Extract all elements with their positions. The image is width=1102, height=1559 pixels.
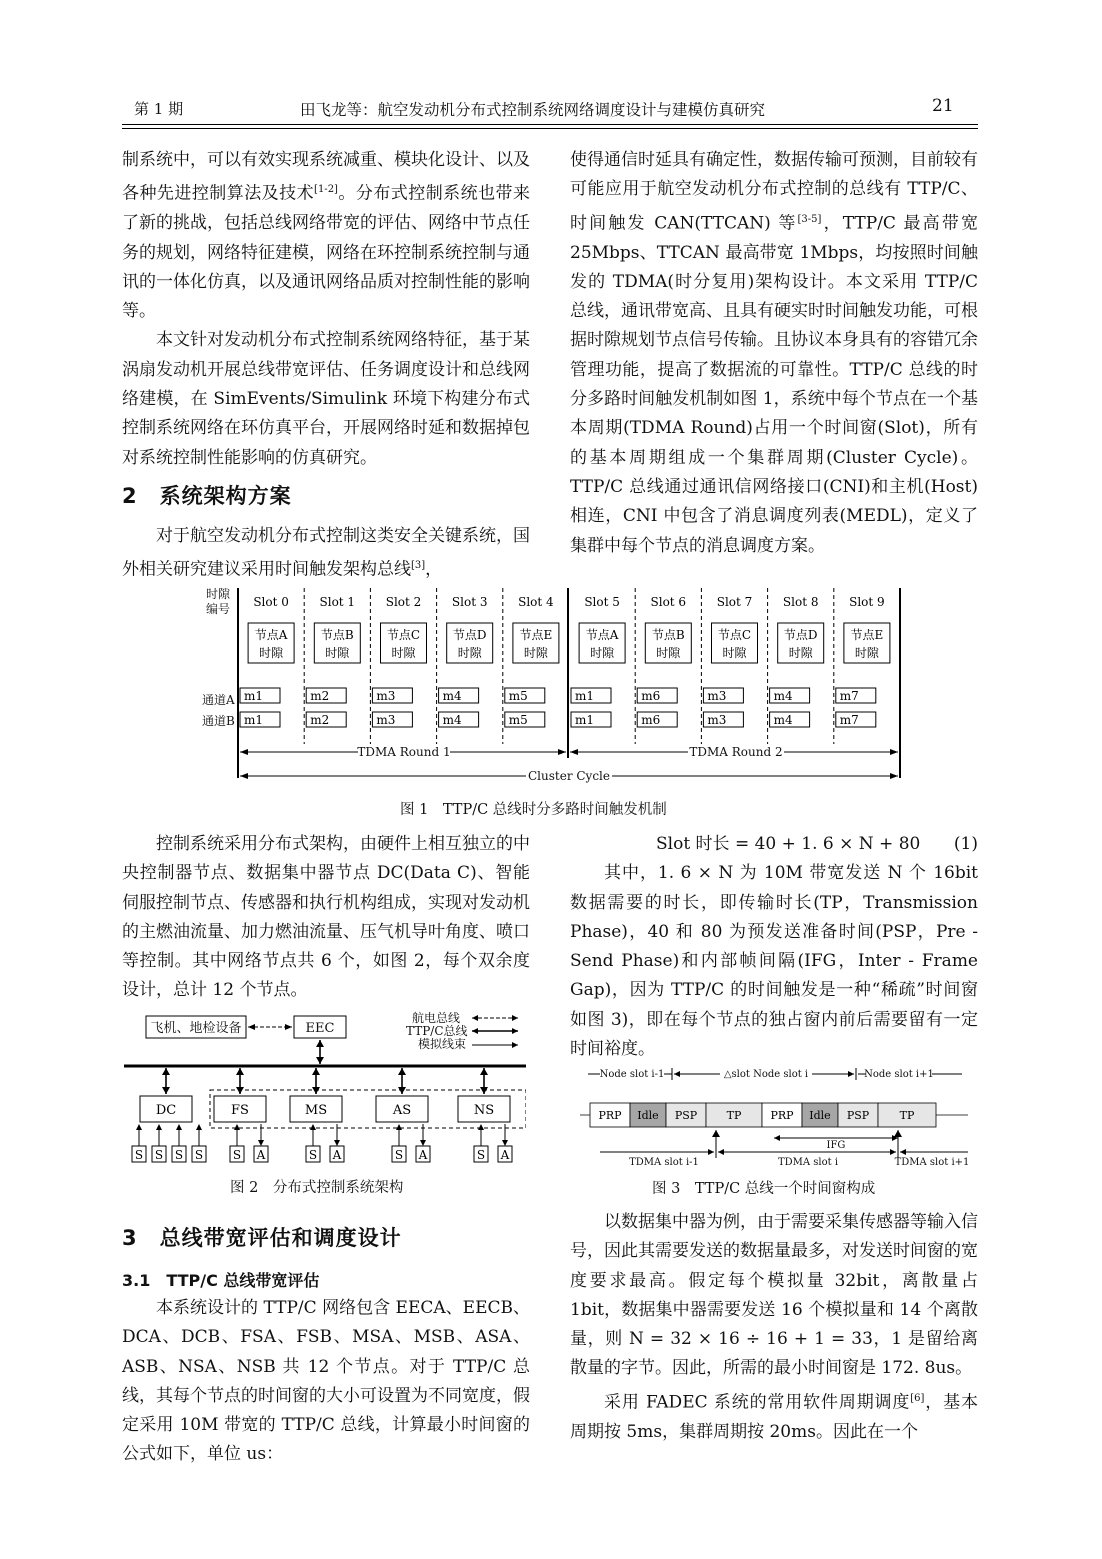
actuator-label: A bbox=[256, 1148, 266, 1162]
figure-2-architecture-diagram bbox=[124, 1008, 526, 1168]
node-name: 节点A bbox=[585, 628, 619, 642]
actuator-arrow bbox=[334, 1140, 340, 1146]
node-name: 节点B bbox=[651, 628, 685, 642]
formula-number: (1) bbox=[953, 834, 978, 854]
message-label: m6 bbox=[641, 689, 661, 703]
node-slot-text: 时隙 bbox=[656, 646, 681, 660]
figure-1-tdma-diagram bbox=[190, 586, 910, 786]
actuator-arrow bbox=[258, 1140, 264, 1146]
slot-phase-label: PRP bbox=[770, 1109, 794, 1122]
node-label: NS bbox=[473, 1103, 495, 1118]
paragraph: 控制系统采用分布式架构，由硬件上相互独立的中央控制器节点、数据集中器节点 DC(Data C)、智能伺服控制节点、传感器和执行机构组成，实现对发动机的主燃油流量、加力燃油流量、压气机导叶角度、喷口等控制。其中网络节点共 6 个，如图 2，每个双余度设计，总计 12 个节点。 bbox=[122, 834, 530, 1001]
sensor-label: S bbox=[194, 1148, 204, 1162]
slot-label: Slot 0 bbox=[253, 595, 289, 609]
citation: [3] bbox=[411, 560, 426, 572]
prev-slot-label: Node slot i-1 bbox=[599, 1069, 665, 1080]
paragraph: 制系统中，可以有效实现系统减重、模块化设计、以及各种先进控制算法及技术[1-2]。分布式控制系统也带来了新的挑战，包括总线网络带宽的评估、网络中节点任务的规划，网络特征建模，网络在环控制系统控制与通讯的一体化仿真，以及通讯网络品质对控制性能的影响等。 bbox=[122, 150, 530, 322]
paragraph: 其中，1. 6 × N 为 10M 带宽发送 N 个 16bit 数据需要的时长，即传输时长(TP，Transmission Phase)，40 和 80 为预发送准备时间(PSP，Pre - Send Phase)和内部帧间隔(IFG，Inter - Frame Gap)，因为 TTP/C 的时间触发是一种“稀疏”时间窗如图 3)，即在每个节点的独占窗内前后需要留有一定时间裕度。 bbox=[570, 863, 978, 1060]
node-name: 节点D bbox=[452, 628, 487, 642]
figure-2-nodes bbox=[132, 1068, 512, 1162]
page-number: 21 bbox=[932, 96, 954, 116]
ifg-label: IFG bbox=[826, 1140, 846, 1151]
slot-label: Slot 9 bbox=[849, 595, 885, 609]
slot-label: Slot 4 bbox=[518, 595, 554, 609]
running-title: 田飞龙等：航空发动机分布式控制系统网络调度设计与建模仿真研究 bbox=[300, 101, 766, 119]
ground-equipment-label: 飞机、地检设备 bbox=[150, 1021, 242, 1036]
message-label: m1 bbox=[244, 689, 264, 703]
slot-phase-label: PSP bbox=[846, 1109, 870, 1122]
left-column-bottom bbox=[122, 1294, 530, 1470]
header-rule-thin bbox=[122, 128, 978, 129]
cluster-cycle-label: Cluster Cycle bbox=[527, 769, 611, 783]
node-name: 节点C bbox=[717, 628, 752, 642]
next-slot-label: Node slot i+1 bbox=[864, 1069, 934, 1080]
figure-3-slot-diagram bbox=[580, 1064, 974, 1170]
tdma-slot-prev-label: TDMA slot i-1 bbox=[629, 1157, 699, 1168]
actuator-label: A bbox=[500, 1148, 510, 1162]
issue-number: 第 1 期 bbox=[134, 100, 184, 118]
left-column-top bbox=[122, 146, 530, 473]
paragraph: 本文针对发动机分布式控制系统网络特征，基于某涡扇发动机开展总线带宽评估、任务调度设计和总线网络建模，在 SimEvents/Simulink 环境下构建分布式控制系统网络在环仿真平台，开展网络时延和数据掉包对系统控制性能影响的仿真研究。 bbox=[122, 330, 530, 468]
sensor-arrow bbox=[136, 1124, 142, 1130]
message-label: m3 bbox=[376, 713, 396, 727]
legend-analog: 模拟线束 bbox=[418, 1037, 467, 1051]
channel-b-label: 通道B bbox=[202, 714, 235, 728]
paragraph: 以数据集中器为例，由于需要采集传感器等输入信号，因此其需要发送的数据量最多，对发送时间窗的宽度要求最高。假定每个模拟量 32bit，离散量占 1bit，数据集中器需要发送 16 个模拟量和 14 个离散量，则 N = 32 × 16 ÷ 16 + 1 = 33，1 是留给离散量的字节。因此，所需的最小时间窗是 172. 8us。 bbox=[570, 1212, 978, 1379]
sensor-label: S bbox=[174, 1148, 184, 1162]
citation: [3-5] bbox=[797, 213, 822, 225]
node-slot-text: 时隙 bbox=[590, 646, 615, 660]
node-label: MS bbox=[304, 1103, 328, 1118]
round2-label: TDMA Round 2 bbox=[689, 745, 783, 759]
actuator-label: A bbox=[332, 1148, 342, 1162]
channel-a-label: 通道A bbox=[202, 693, 235, 707]
sensor-arrow bbox=[196, 1124, 202, 1130]
message-label: m2 bbox=[310, 713, 330, 727]
slot-label: Slot 2 bbox=[385, 595, 422, 609]
left-column-mid bbox=[122, 830, 530, 1006]
message-label: m7 bbox=[839, 713, 859, 727]
message-label: m7 bbox=[839, 689, 859, 703]
slot-phase-label: Idle bbox=[809, 1109, 831, 1122]
slot-phase-label: Idle bbox=[637, 1109, 659, 1122]
node-slot-text: 时隙 bbox=[457, 646, 482, 660]
slot-label: Slot 1 bbox=[319, 595, 356, 609]
sensor-arrow bbox=[396, 1124, 402, 1130]
node-label: AS bbox=[392, 1103, 412, 1118]
right-column-mid bbox=[570, 830, 978, 1064]
slot-phase-label: PRP bbox=[598, 1109, 622, 1122]
sensor-label: S bbox=[394, 1148, 404, 1162]
actuator-arrow bbox=[502, 1140, 508, 1146]
slot-label: Slot 8 bbox=[782, 595, 819, 609]
paragraph: 使得通信时延具有确定性，数据传输可预测，目前较有可能应用于航空发动机分布式控制的总线有 TTP/C、时间触发 CAN(TTCAN) 等[3-5]，TTP/C 最高带宽 25Mbps、TTCAN 最高带宽 1Mbps，均按照时间触发的 TDMA(时分复用)架构设计。本文采用 TTP/C 总线，通讯带宽高、且具有硬实时时间触发功能，可根据时隙规划节点信号传输。且协议本身具有的容错冗余管理功能，提高了数据流的可靠性。TTP/C 总线的时分多路时间触发机制如图 1，系统中每个节点在一个基本周期(TDMA Round)占用一个时间窗(Slot)，所有的基本周期组成一个集群周期(Cluster Cycle)。TTP/C 总线通过通讯信网络接口(CNI)和主机(Host)相连，CNI 中包含了消息调度列表(MEDL)，定义了集群中每个节点的消息调度方案。 bbox=[570, 150, 978, 556]
slot-label: Slot 3 bbox=[451, 595, 488, 609]
slot-label: Slot 7 bbox=[716, 595, 753, 609]
sensor-arrow bbox=[234, 1124, 240, 1130]
node-label: FS bbox=[231, 1103, 249, 1118]
node-slot-text: 时隙 bbox=[722, 646, 747, 660]
left-column-sec2 bbox=[122, 522, 530, 585]
slot-phase-label: PSP bbox=[674, 1109, 698, 1122]
message-label: m1 bbox=[575, 713, 595, 727]
message-label: m1 bbox=[244, 713, 264, 727]
slot-phase-label: TP bbox=[899, 1109, 915, 1122]
sensor-label: S bbox=[154, 1148, 164, 1162]
eec-label: EEC bbox=[305, 1021, 335, 1036]
message-label: m5 bbox=[508, 689, 528, 703]
figure-3-caption: 图 3 TTP/C 总线一个时间窗构成 bbox=[652, 1181, 876, 1197]
paragraph: 本系统设计的 TTP/C 网络包含 EECA、EECB、DCA、DCB、FSA、FSB、MSA、MSB、ASA、ASB、NSA、NSB 共 12 个节点。对于 TTP/C 总线，其每个节点的时间窗的大小可设置为不同宽度，假定采用 10M 带宽的 TTP/C 总线，计算最小时间窗的公式如下，单位 us： bbox=[122, 1298, 530, 1465]
node-name: 节点E bbox=[850, 628, 884, 642]
section-heading-2: 2 系统架构方案 bbox=[122, 484, 292, 508]
sensor-label: S bbox=[232, 1148, 242, 1162]
slot-label: Slot 6 bbox=[650, 595, 687, 609]
node-slot-text: 时隙 bbox=[259, 646, 284, 660]
header-rule bbox=[122, 124, 978, 125]
node-name: 节点E bbox=[519, 628, 553, 642]
subsection-heading-3-1: 3.1 TTP/C 总线带宽评估 bbox=[122, 1271, 320, 1290]
sensor-arrow bbox=[156, 1124, 162, 1130]
message-label: m3 bbox=[707, 713, 727, 727]
node-label: DC bbox=[155, 1103, 177, 1118]
paragraph: 采用 FADEC 系统的常用软件周期调度[6]，基本周期按 5ms，集群周期按 20ms。因此在一个 bbox=[570, 1392, 979, 1442]
message-label: m3 bbox=[376, 689, 396, 703]
sensor-label: S bbox=[134, 1148, 144, 1162]
paragraph: 对于航空发动机分布式控制这类安全关键系统，国外相关研究建议采用时间触发架构总线[3]， bbox=[122, 526, 530, 580]
slot-label-2: 编号 bbox=[206, 602, 231, 616]
actuator-label: A bbox=[418, 1148, 428, 1162]
citation: [6] bbox=[910, 1392, 925, 1404]
slot-label-1: 时隙 bbox=[206, 587, 231, 601]
message-label: m4 bbox=[442, 689, 462, 703]
node-slot-text: 时隙 bbox=[788, 646, 813, 660]
tdma-slot-cur-label: TDMA slot i bbox=[777, 1157, 839, 1168]
node-slot-text: 时隙 bbox=[391, 646, 416, 660]
citation: [1-2] bbox=[314, 184, 338, 196]
sensor-arrow bbox=[176, 1124, 182, 1130]
message-label: m4 bbox=[773, 713, 793, 727]
sensor-arrow bbox=[478, 1124, 484, 1130]
message-label: m2 bbox=[310, 689, 330, 703]
message-label: m1 bbox=[575, 689, 595, 703]
formula-text: Slot 时长 = 40 + 1. 6 × N + 80 bbox=[656, 834, 921, 854]
node-slot-text: 时隙 bbox=[854, 646, 879, 660]
sensor-arrow bbox=[310, 1124, 316, 1130]
sensor-label: S bbox=[476, 1148, 486, 1162]
figure-2-caption: 图 2 分布式控制系统架构 bbox=[230, 1180, 404, 1196]
message-label: m4 bbox=[442, 713, 462, 727]
node-name: 节点D bbox=[783, 628, 818, 642]
message-label: m3 bbox=[707, 689, 727, 703]
current-slot-label: △slot Node slot i bbox=[723, 1069, 809, 1080]
formula-1 bbox=[570, 830, 978, 859]
node-name: 节点B bbox=[320, 628, 354, 642]
message-label: m5 bbox=[508, 713, 528, 727]
legend-avionics: 航电总线 bbox=[412, 1011, 461, 1025]
actuator-arrow bbox=[420, 1140, 426, 1146]
node-name: 节点C bbox=[386, 628, 421, 642]
right-column-top bbox=[570, 146, 978, 561]
tdma-slot-next-label: TDMA slot i+1 bbox=[894, 1157, 970, 1168]
section-heading-3: 3 总线带宽评估和调度设计 bbox=[122, 1226, 402, 1250]
message-label: m4 bbox=[773, 689, 793, 703]
figure-1-caption: 图 1 TTP/C 总线时分多路时间触发机制 bbox=[400, 802, 667, 818]
round1-label: TDMA Round 1 bbox=[357, 745, 451, 759]
sensor-label: S bbox=[308, 1148, 318, 1162]
figure-1-slots bbox=[240, 588, 890, 744]
node-slot-text: 时隙 bbox=[325, 646, 350, 660]
legend-ttpc: TTP/C总线 bbox=[406, 1024, 468, 1038]
right-column-bottom bbox=[570, 1208, 978, 1447]
message-label: m6 bbox=[641, 713, 661, 727]
figure-3-cells bbox=[590, 1103, 936, 1127]
slot-label: Slot 5 bbox=[584, 595, 620, 609]
node-name: 节点A bbox=[254, 628, 288, 642]
slot-phase-label: TP bbox=[726, 1109, 742, 1122]
node-slot-text: 时隙 bbox=[523, 646, 548, 660]
